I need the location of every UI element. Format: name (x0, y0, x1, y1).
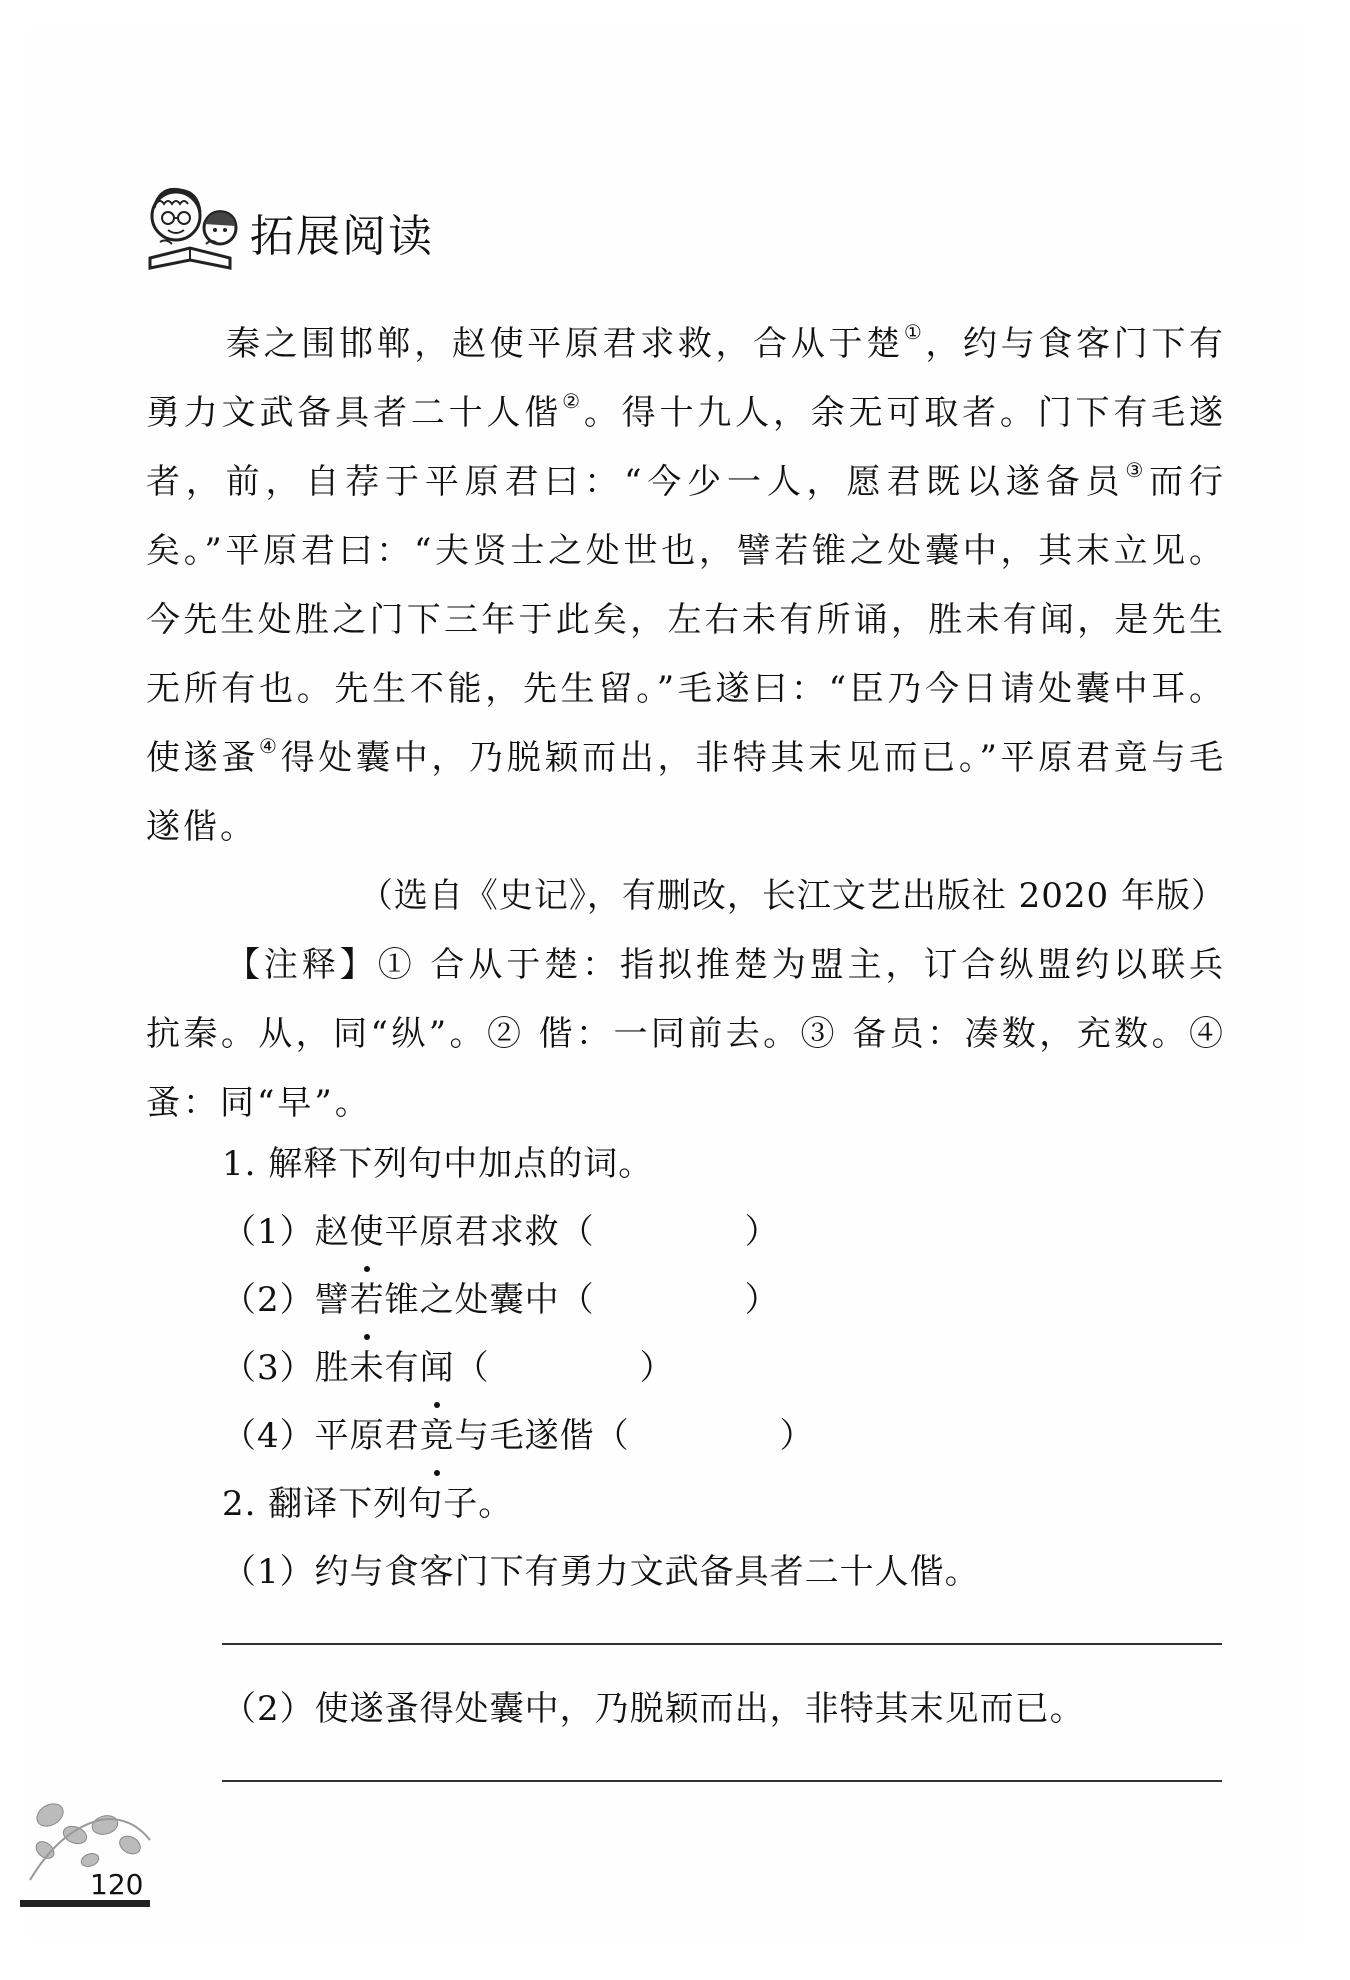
footnote-ref-4: ④ (259, 734, 281, 758)
answer-line[interactable] (222, 1779, 1222, 1782)
footnote-ref-3: ③ (1125, 458, 1150, 482)
question-1-item (222, 1334, 1232, 1402)
question-1-item (222, 1266, 1232, 1334)
item-text: （ (454, 1348, 490, 1388)
page-number: 120 (90, 1868, 144, 1901)
answer-line[interactable] (222, 1642, 1222, 1645)
reading-kids-icon (140, 178, 250, 278)
item-text: 平原君求救（ (384, 1212, 595, 1252)
item-text: ） (744, 1212, 780, 1252)
question-1-item (222, 1402, 1232, 1470)
dotted-word: 若 (350, 1266, 385, 1334)
section-header (140, 178, 640, 288)
item-text: 锥之处囊中（ (384, 1280, 595, 1320)
source-citation: （选自《史记》，有删改，长江文艺出版社 2020 年版） (358, 876, 1226, 916)
item-text: 譬 (314, 1280, 350, 1320)
question-2-item: （1）约与食客门下有勇力文武备具者二十人偕。 (222, 1552, 980, 1592)
passage-text: 得处囊中，乃脱颖而出，非特其末见而已。”平原君竟与毛遂偕。 (146, 738, 1226, 847)
passage-text: 。得十九人，余无可取者。门下有毛遂者，前，自荐于平原君曰：“今少一人，愿君既以遂备员 (146, 393, 1227, 502)
item-number: （4） (222, 1416, 315, 1456)
footnote-ref-2: ② (562, 389, 584, 413)
passage-text: 秦之围邯郸，赵使平原君求救，合从于楚 (226, 324, 904, 364)
item-text: 胜未有 (314, 1348, 420, 1388)
page-footer (20, 1790, 200, 1910)
item-text: 赵 (314, 1212, 350, 1252)
page-number-bar (20, 1900, 150, 1907)
passage-body (146, 310, 1226, 862)
item-number: （2） (222, 1280, 315, 1320)
item-text: ） (779, 1416, 815, 1456)
item-text: 平原君 (314, 1416, 420, 1456)
passage-text: 而行矣。”平原君曰：“夫贤士之处世也，譬若锥之处囊中，其末立见。今先生处胜之门下三年于此矣，左右未有所诵，胜未有闻，是先生无所有也。先生不能，先生留。”毛遂曰：“臣乃今日请处囊中耳。使遂蚤 (146, 462, 1226, 778)
question-2-item: （2）使遂蚤得处囊中，乃脱颖而出，非特其末见而已。 (222, 1689, 1085, 1729)
passage-text: ，约与食客门下有勇力文武备具者二十人偕 (146, 324, 1226, 433)
annotation-notes: 【注释】① 合从于楚：指拟推楚为盟主，订合纵盟约以联兵抗秦。从，同“纵”。② 偕：一同前去。③ 备员：凑数，充数。④ 蚤：同“早”。 (146, 945, 1226, 1123)
dotted-word: 竟 (420, 1402, 455, 1470)
dotted-word: 闻 (420, 1334, 455, 1402)
question-1-item (222, 1198, 1232, 1266)
item-text: ） (744, 1280, 780, 1320)
section-title: 拓展阅读 (250, 211, 434, 262)
question-1-title: 1. 解释下列句中加点的词。 (222, 1144, 654, 1184)
dotted-word: 使 (350, 1198, 385, 1266)
footnote-ref-1: ① (903, 320, 926, 344)
item-number: （1） (222, 1212, 315, 1252)
reading-passage (146, 310, 1226, 1138)
item-text: 与毛遂偕（ (454, 1416, 630, 1456)
item-number: （3） (222, 1348, 315, 1388)
question-2-title: 2. 翻译下列句子。 (222, 1484, 514, 1524)
item-text: ） (639, 1348, 675, 1388)
question-section (222, 1130, 1232, 1812)
